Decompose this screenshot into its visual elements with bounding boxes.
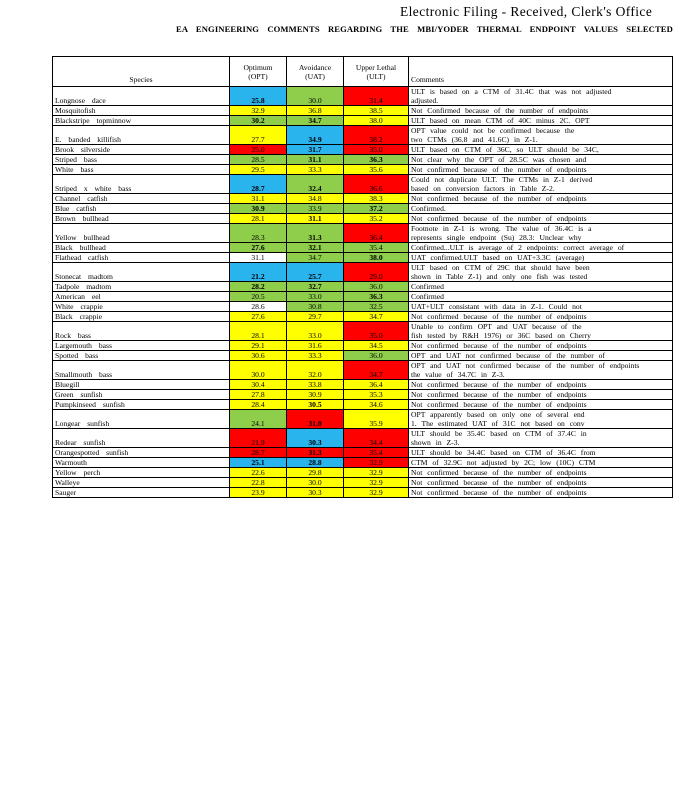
uat-value-cell: 32.1	[287, 243, 344, 253]
comment-line: Confirmed	[411, 292, 444, 301]
species-cell: Spotted bass	[53, 351, 230, 361]
species-cell: Blackstripe topminnow	[53, 116, 230, 126]
comment-line: Not confirmed because of the number of endpoints	[411, 194, 587, 203]
ult-value-cell: 38.3	[344, 194, 409, 204]
uat-value-cell: 32.7	[287, 282, 344, 292]
comment-cell	[409, 410, 673, 429]
table-row	[53, 155, 673, 165]
comment-line: Not confirmed because of the number of endpoints	[411, 312, 587, 321]
opt-value-cell: 32.9	[230, 106, 287, 116]
ult-value-cell: 34.7	[344, 312, 409, 322]
species-cell: Warmouth	[53, 458, 230, 468]
ult-value-cell: 38.5	[344, 106, 409, 116]
uat-value-cell: 33.3	[287, 165, 344, 175]
comment-line: 1. The estimated UAT of 31C not based on conv	[411, 419, 585, 428]
ult-value-cell: 31.4	[344, 87, 409, 106]
comment-line: Not clear why the OPT of 28.5C was chosen and	[411, 155, 587, 164]
uat-header-line1: Avoidance	[298, 62, 332, 72]
uat-value-cell: 31.3	[287, 448, 344, 458]
table-row	[53, 165, 673, 175]
comment-line: the value of 34.7C in Z-3.	[411, 370, 505, 379]
opt-value-cell: 28.1	[230, 322, 287, 341]
ult-value-cell: 32.9	[344, 458, 409, 468]
ult-value-cell: 36.0	[344, 282, 409, 292]
comment-line: based on conversion factors in Table Z-2.	[411, 184, 555, 193]
opt-value-cell: 22.6	[230, 468, 287, 478]
comment-line: Not Confirmed because of the number of endpoints	[411, 106, 589, 115]
ult-header-line1: Upper Lethal	[355, 62, 397, 72]
comment-line: ULT based on mean CTM of 40C minus 2C. OPT	[411, 116, 590, 125]
table-row	[53, 361, 673, 380]
comment-cell	[409, 126, 673, 145]
opt-value-cell: 22.8	[230, 478, 287, 488]
opt-value-cell: 27.6	[230, 243, 287, 253]
filing-stamp: Electronic Filing - Received, Clerk's Office	[400, 4, 653, 19]
ult-value-cell: 38.0	[344, 253, 409, 263]
comment-cell	[409, 194, 673, 204]
table-row	[53, 116, 673, 126]
table-row	[53, 478, 673, 488]
species-cell: Tadpole madtom	[53, 282, 230, 292]
ult-value-cell: 37.2	[344, 204, 409, 214]
opt-value-cell: 28.6	[230, 302, 287, 312]
table-row	[53, 429, 673, 448]
comment-cell	[409, 322, 673, 341]
opt-value-cell: 28.5	[230, 155, 287, 165]
opt-value-cell: 28.3	[230, 224, 287, 243]
uat-value-cell: 29.8	[287, 468, 344, 478]
table-row	[53, 263, 673, 282]
table-row	[53, 145, 673, 155]
comment-cell	[409, 458, 673, 468]
uat-value-cell: 30.8	[287, 302, 344, 312]
comment-cell	[409, 380, 673, 390]
comment-cell	[409, 292, 673, 302]
uat-value-cell: 34.8	[287, 194, 344, 204]
comment-line: Confirmed	[411, 282, 444, 291]
opt-value-cell: 24.1	[230, 410, 287, 429]
species-cell: Mosquitofish	[53, 106, 230, 116]
comment-line: Not confirmed because of the number of endpoints	[411, 488, 587, 497]
opt-value-cell: 28.4	[230, 400, 287, 410]
ult-value-cell: 35.0	[344, 145, 409, 155]
uat-value-cell: 31.1	[287, 155, 344, 165]
opt-value-cell: 28.2	[230, 282, 287, 292]
uat-value-cell: 34.7	[287, 116, 344, 126]
comment-line: ULT based on CTM of 29C that should have been	[411, 263, 590, 272]
comment-cell	[409, 106, 673, 116]
ult-value-cell: 29.0	[344, 263, 409, 282]
table-header-row	[53, 57, 673, 87]
uat-value-cell: 30.3	[287, 488, 344, 498]
uat-value-cell: 32.0	[287, 361, 344, 380]
opt-header-line1: Optimum	[243, 62, 273, 72]
opt-value-cell: 31.1	[230, 253, 287, 263]
species-cell: Striped x white bass	[53, 175, 230, 194]
comment-cell	[409, 351, 673, 361]
comment-line: Not confirmed because of the number of endpoints	[411, 380, 587, 389]
species-header: Species	[53, 57, 230, 87]
comment-cell	[409, 204, 673, 214]
species-cell: Pumpkinseed sunfish	[53, 400, 230, 410]
opt-value-cell: 27.7	[230, 126, 287, 145]
comment-line: OPT apparently based on only one of several end	[411, 410, 585, 419]
comment-line: ULT should be 35.4C based on CTM of 37.4C in	[411, 429, 587, 438]
table-row	[53, 400, 673, 410]
comment-line: ULT based on CTM of 36C, so ULT should be 34C,	[411, 145, 599, 154]
species-cell: Largemouth bass	[53, 341, 230, 351]
table-row	[53, 322, 673, 341]
opt-value-cell: 27.8	[230, 390, 287, 400]
uat-value-cell: 31.0	[287, 410, 344, 429]
comment-line: Not confirmed because of the number of endpoints	[411, 400, 587, 409]
uat-value-cell: 30.0	[287, 478, 344, 488]
ult-value-cell: 34.5	[344, 341, 409, 351]
ult-value-cell: 32.9	[344, 488, 409, 498]
comment-line: adjusted.	[411, 96, 439, 105]
ult-value-cell: 34.7	[344, 361, 409, 380]
comment-line: fish tested by R&H 1976) or 36C based on Cherry	[411, 331, 591, 340]
comment-line: ULT should be 34.4C based on CTM of 36.4C from	[411, 448, 596, 457]
table-row	[53, 282, 673, 292]
uat-value-cell: 31.1	[287, 214, 344, 224]
table-row	[53, 87, 673, 106]
species-cell: Walleye	[53, 478, 230, 488]
comment-line: Footnote in Z-1 is wrong. The value of 36.4C is a	[411, 224, 592, 233]
uat-value-cell: 30.5	[287, 400, 344, 410]
comment-line: Not confirmed because of the number of endpoints	[411, 390, 587, 399]
comment-cell	[409, 243, 673, 253]
uat-value-cell: 31.3	[287, 224, 344, 243]
ult-value-cell: 32.9	[344, 468, 409, 478]
comment-cell	[409, 214, 673, 224]
opt-value-cell: 25.0	[230, 145, 287, 155]
uat-value-cell: 34.9	[287, 126, 344, 145]
table-row	[53, 253, 673, 263]
ult-value-cell: 36.4	[344, 380, 409, 390]
opt-value-cell: 21.9	[230, 429, 287, 448]
ult-value-cell: 35.4	[344, 448, 409, 458]
opt-value-cell: 29.1	[230, 341, 287, 351]
species-cell: White crappie	[53, 302, 230, 312]
uat-header-line2: (UAT)	[305, 71, 325, 81]
comment-line: OPT and UAT not confirmed because of the number of	[411, 351, 605, 360]
comment-line: Not confirmed because of the number of endpoints	[411, 468, 587, 477]
table-row	[53, 312, 673, 322]
comment-line: Confirmed...ULT is average of 2 endpoints: correct average of	[411, 243, 625, 252]
comment-line: shown in Table Z-1) and only one fish was tested	[411, 272, 588, 281]
uat-value-cell: 33.0	[287, 322, 344, 341]
uat-value-cell: 33.0	[287, 292, 344, 302]
comments-header: Comments	[409, 57, 673, 87]
opt-value-cell: 28.1	[230, 214, 287, 224]
table-row	[53, 106, 673, 116]
comment-cell	[409, 312, 673, 322]
ult-value-cell: 35.9	[344, 410, 409, 429]
comment-cell	[409, 116, 673, 126]
table-row	[53, 448, 673, 458]
species-cell: Black bullhead	[53, 243, 230, 253]
table-row	[53, 175, 673, 194]
opt-header	[230, 57, 287, 87]
opt-value-cell: 31.1	[230, 194, 287, 204]
ult-value-cell: 38.0	[344, 116, 409, 126]
comment-line: UAT+ULT consistant with data in Z-1. Could not	[411, 302, 582, 311]
table-row	[53, 341, 673, 351]
comment-cell	[409, 478, 673, 488]
comment-cell	[409, 361, 673, 380]
comment-cell	[409, 390, 673, 400]
ult-value-cell: 35.6	[344, 165, 409, 175]
uat-value-cell: 33.8	[287, 380, 344, 390]
ult-value-cell: 36.3	[344, 292, 409, 302]
opt-value-cell: 30.4	[230, 380, 287, 390]
opt-value-cell: 28.7	[230, 175, 287, 194]
uat-value-cell: 30.9	[287, 390, 344, 400]
ult-header-line2: (ULT)	[366, 71, 386, 81]
species-cell: Yellow perch	[53, 468, 230, 478]
ult-value-cell: 35.4	[344, 243, 409, 253]
comment-cell	[409, 468, 673, 478]
ult-value-cell: 32.5	[344, 302, 409, 312]
opt-value-cell: 28.7	[230, 448, 287, 458]
ult-value-cell: 35.3	[344, 390, 409, 400]
comment-line: OPT and UAT not confirmed because of the number of endpoints	[411, 361, 640, 370]
uat-value-cell: 36.8	[287, 106, 344, 116]
species-cell: Yellow bullhead	[53, 224, 230, 243]
table-row	[53, 410, 673, 429]
uat-value-cell: 31.7	[287, 145, 344, 155]
comment-cell	[409, 341, 673, 351]
table-row	[53, 224, 673, 243]
comment-line: two CTMs (36.8 and 41.6C) in Z-1.	[411, 135, 538, 144]
opt-value-cell: 20.5	[230, 292, 287, 302]
opt-value-cell: 29.5	[230, 165, 287, 175]
ult-value-cell: 35.0	[344, 322, 409, 341]
comment-line: Not confirmed because of the number of endpoints	[411, 165, 587, 174]
opt-value-cell: 25.8	[230, 87, 287, 106]
uat-value-cell: 25.7	[287, 263, 344, 282]
comment-cell	[409, 165, 673, 175]
ult-value-cell: 36.0	[344, 351, 409, 361]
comment-cell	[409, 263, 673, 282]
comment-line: Not confirmed because of the number of endpoints	[411, 341, 587, 350]
comment-line: CTM of 32.9C not adjusted by 2C; low (10C) CTM	[411, 458, 596, 467]
ult-value-cell: 36.3	[344, 155, 409, 165]
opt-value-cell: 23.9	[230, 488, 287, 498]
uat-value-cell: 33.3	[287, 351, 344, 361]
comment-cell	[409, 282, 673, 292]
species-cell: Longear sunfish	[53, 410, 230, 429]
opt-value-cell: 25.1	[230, 458, 287, 468]
species-cell: Striped bass	[53, 155, 230, 165]
opt-value-cell: 30.2	[230, 116, 287, 126]
endpoint-table-container	[52, 56, 640, 746]
species-cell: Sauger	[53, 488, 230, 498]
species-cell: Smallmouth bass	[53, 361, 230, 380]
comment-cell	[409, 488, 673, 498]
comment-cell	[409, 302, 673, 312]
table-row	[53, 214, 673, 224]
species-cell: Black crappie	[53, 312, 230, 322]
uat-value-cell: 29.7	[287, 312, 344, 322]
comment-line: Unable to confirm OPT and UAT because of the	[411, 322, 582, 331]
species-cell: Redear sunfish	[53, 429, 230, 448]
comment-cell	[409, 253, 673, 263]
species-cell: White bass	[53, 165, 230, 175]
species-cell: Brown bullhead	[53, 214, 230, 224]
comment-line: represents single endpoint (Su) 28.3: Unclear why	[411, 233, 582, 242]
ult-value-cell: 35.2	[344, 214, 409, 224]
table-row	[53, 351, 673, 361]
comment-cell	[409, 400, 673, 410]
endpoint-table	[52, 56, 673, 498]
species-cell: Blue catfish	[53, 204, 230, 214]
uat-value-cell: 34.7	[287, 253, 344, 263]
opt-value-cell: 30.6	[230, 351, 287, 361]
ult-header	[344, 57, 409, 87]
table-body	[53, 87, 673, 498]
comment-cell	[409, 224, 673, 243]
comment-line: ULT is based on a CTM of 31.4C that was not adjusted	[411, 87, 612, 96]
table-row	[53, 390, 673, 400]
table-row	[53, 243, 673, 253]
table-row	[53, 194, 673, 204]
comment-line: OPT value could not be confirmed because the	[411, 126, 575, 135]
opt-value-cell: 21.2	[230, 263, 287, 282]
species-cell: Channel catfish	[53, 194, 230, 204]
species-cell: E. banded killifish	[53, 126, 230, 145]
ult-value-cell: 32.9	[344, 478, 409, 488]
table-row	[53, 302, 673, 312]
page-title: EA ENGINEERING COMMENTS REGARDING THE MBI/YODER THERMAL ENDPOINT VALUES SELECTED	[176, 24, 673, 34]
uat-value-cell: 28.8	[287, 458, 344, 468]
uat-value-cell: 30.0	[287, 87, 344, 106]
species-cell: Longnose dace	[53, 87, 230, 106]
species-cell: Flathead catfish	[53, 253, 230, 263]
comment-cell	[409, 175, 673, 194]
species-cell: Stonecat madtom	[53, 263, 230, 282]
table-row	[53, 458, 673, 468]
comment-cell	[409, 448, 673, 458]
ult-value-cell: 38.2	[344, 126, 409, 145]
table-row	[53, 204, 673, 214]
species-cell: Rock bass	[53, 322, 230, 341]
comment-cell	[409, 429, 673, 448]
species-cell: American eel	[53, 292, 230, 302]
table-row	[53, 488, 673, 498]
comment-line: Not confirmed because of the number of endpoints	[411, 214, 587, 223]
comment-line: UAT confirmed.ULT based on UAT+3.3C (average)	[411, 253, 585, 262]
table-row	[53, 292, 673, 302]
comment-cell	[409, 155, 673, 165]
table-row	[53, 126, 673, 145]
comment-line: Could not duplicate ULT. The CTMs in Z-1 derived	[411, 175, 593, 184]
comment-line: Not confirmed because of the number of endpoints	[411, 478, 587, 487]
species-cell: Green sunfish	[53, 390, 230, 400]
uat-header	[287, 57, 344, 87]
species-cell: Bluegill	[53, 380, 230, 390]
ult-value-cell: 34.4	[344, 429, 409, 448]
ult-value-cell: 34.6	[344, 400, 409, 410]
opt-header-line2: (OPT)	[248, 71, 268, 81]
opt-value-cell: 30.0	[230, 361, 287, 380]
uat-value-cell: 31.6	[287, 341, 344, 351]
comment-line: shown in Z-3.	[411, 438, 460, 447]
opt-value-cell: 30.9	[230, 204, 287, 214]
table-row	[53, 468, 673, 478]
uat-value-cell: 30.3	[287, 429, 344, 448]
ult-value-cell: 36.4	[344, 224, 409, 243]
comment-line: Confirmed.	[411, 204, 446, 213]
ult-value-cell: 36.6	[344, 175, 409, 194]
species-cell: Brook silverside	[53, 145, 230, 155]
comment-cell	[409, 145, 673, 155]
uat-value-cell: 33.9	[287, 204, 344, 214]
opt-value-cell: 27.6	[230, 312, 287, 322]
table-row	[53, 380, 673, 390]
species-cell: Orangespotted sunfish	[53, 448, 230, 458]
comment-cell	[409, 87, 673, 106]
uat-value-cell: 32.4	[287, 175, 344, 194]
